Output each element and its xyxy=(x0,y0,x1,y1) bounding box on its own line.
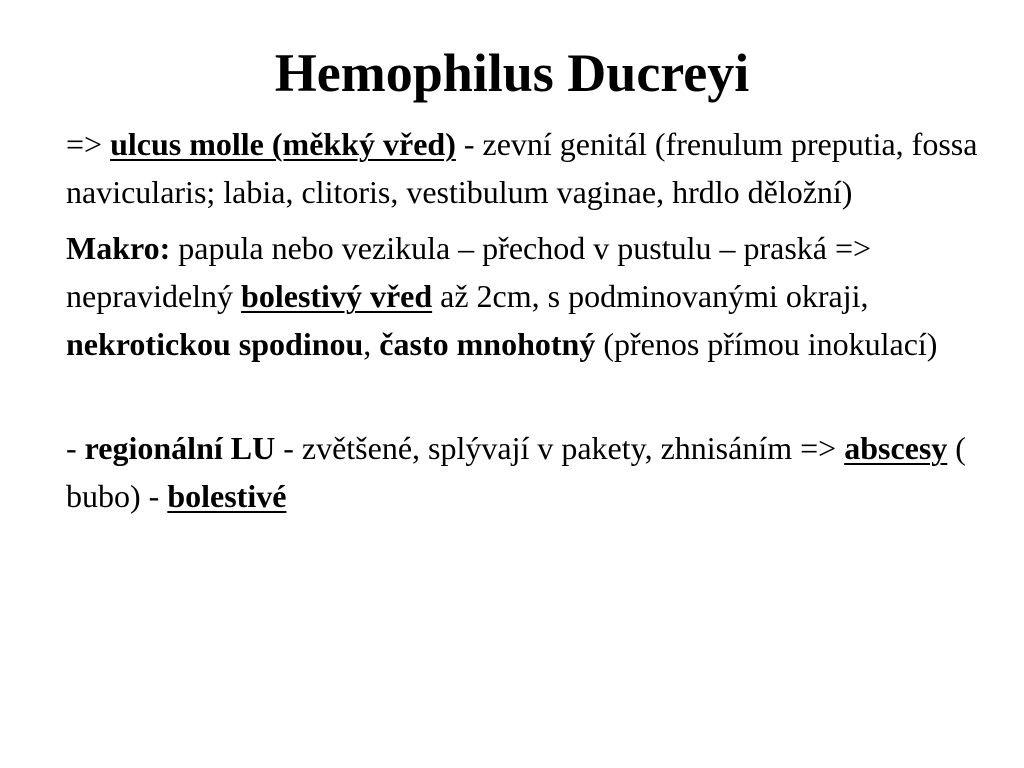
makro-text-3: , xyxy=(363,326,380,362)
makro-text-4: (přenos přímou inokulací) xyxy=(595,326,938,362)
paragraph-ulcus-molle xyxy=(66,120,986,216)
lu-text-1: - zvětšené, splývají v pakety, zhnisáním => xyxy=(275,430,845,466)
term-abscesy: abscesy xyxy=(844,430,948,466)
arrow-text: => xyxy=(66,126,111,162)
localization-text: - zevní genitál (frenulum preputia, fossa navicularis; labia, clitoris, vestibulum vaginae, hrdlo děložní) xyxy=(66,126,978,210)
term-bolestive: bolestivé xyxy=(167,478,287,514)
term-casto-mnohotny: často mnohotný xyxy=(379,326,596,362)
label-makro: Makro: xyxy=(66,230,171,266)
term-nekroticka-spodina: nekrotickou spodinou xyxy=(66,326,364,362)
term-bolestivy-vred: bolestivý vřed xyxy=(241,278,433,314)
makro-text-1: papula nebo vezikula – přechod v pustulu – praská => nepravidelný xyxy=(66,230,872,314)
slide-title: Hemophilus Ducreyi xyxy=(274,43,750,103)
dash-text: - xyxy=(66,430,85,466)
term-regionalni-lu: regionální LU xyxy=(84,430,276,466)
slide-body xyxy=(66,120,986,520)
term-ulcus-molle: ulcus molle (měkký vřed) xyxy=(110,126,456,162)
paragraph-makro xyxy=(66,224,986,368)
makro-text-2: až 2cm, s podminovanými okraji, xyxy=(432,278,869,314)
paragraph-regionalni-lu xyxy=(66,424,986,520)
lu-text-2: ( bubo) - xyxy=(66,430,966,514)
